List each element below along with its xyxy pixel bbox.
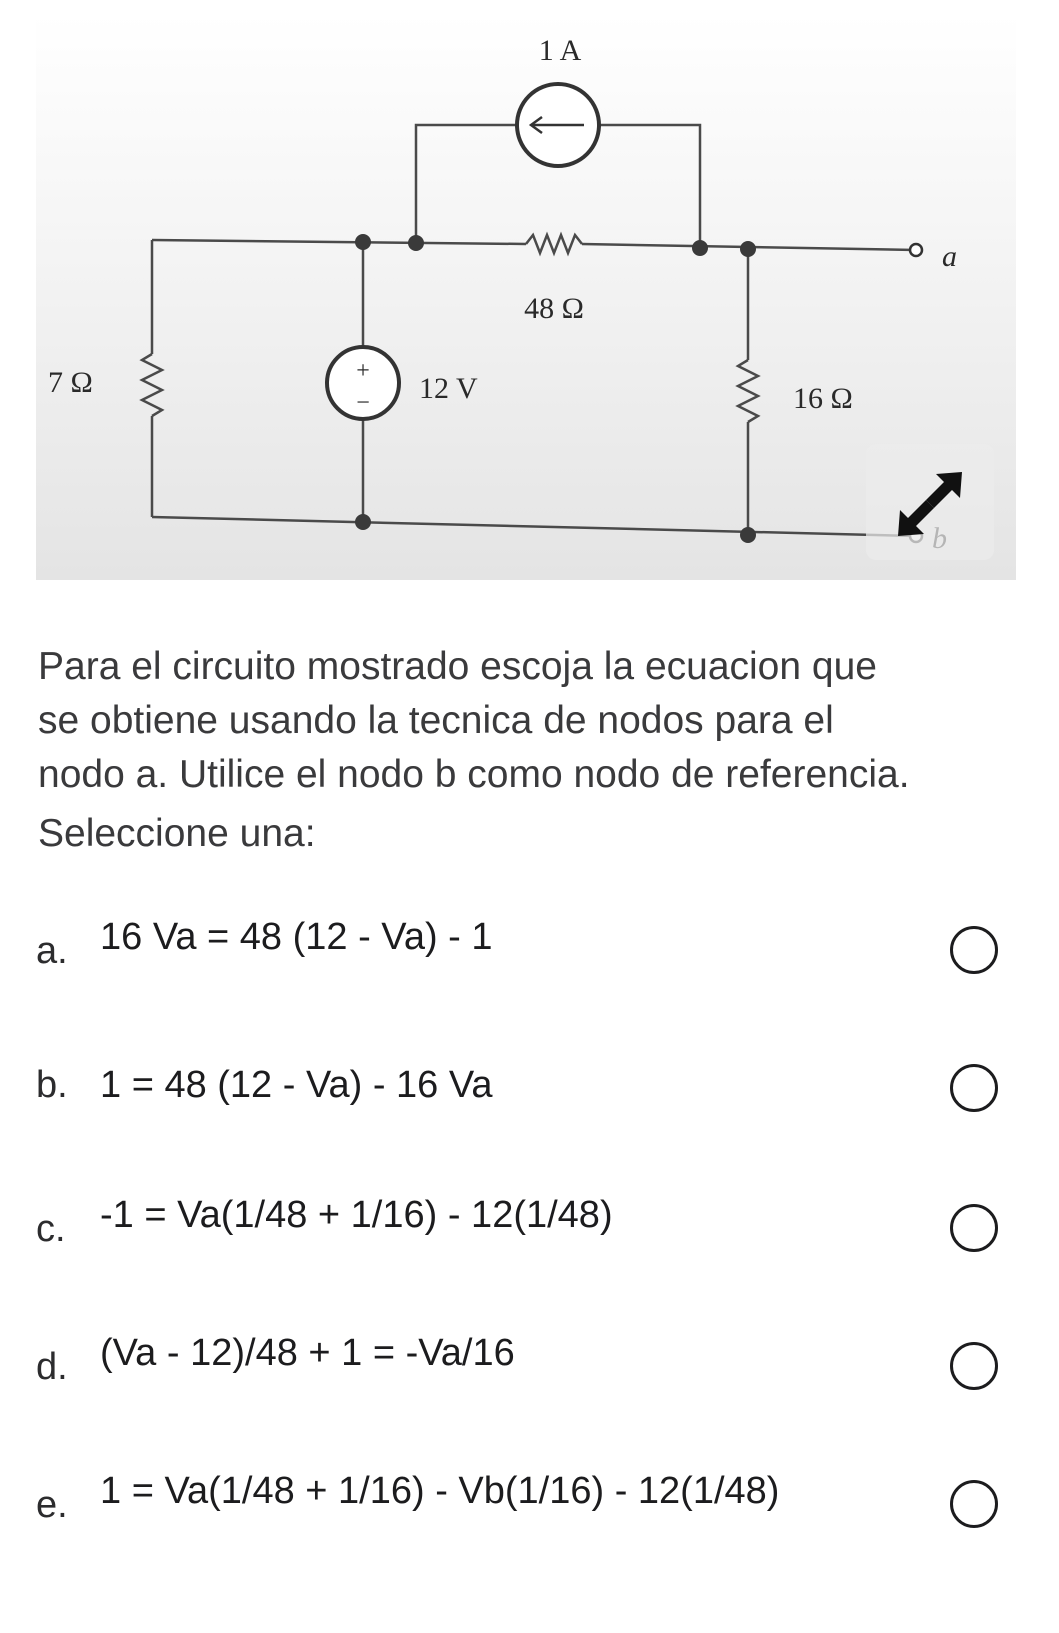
radio-c[interactable] bbox=[950, 1204, 998, 1252]
voltage-source-label: 12 V bbox=[419, 372, 478, 405]
option-text: -1 = Va(1/48 + 1/16) - 12(1/48) bbox=[100, 1194, 613, 1236]
option-text: 1 = Va(1/48 + 1/16) - Vb(1/16) - 12(1/48) bbox=[100, 1470, 780, 1512]
node-a-label: a bbox=[942, 240, 957, 273]
circuit-image bbox=[36, 14, 1016, 580]
option-letter: d. bbox=[36, 1346, 68, 1388]
option-text: (Va - 12)/48 + 1 = -Va/16 bbox=[100, 1332, 515, 1374]
plus-sign: + bbox=[356, 358, 370, 384]
question-line-3: nodo a. Utilice el nodo b como nodo de referencia. bbox=[38, 753, 910, 796]
question-text bbox=[38, 640, 1038, 802]
radio-e[interactable] bbox=[950, 1480, 998, 1528]
resistor-16-label: 16 Ω bbox=[793, 382, 853, 415]
option-text: 16 Va = 48 (12 - Va) - 1 bbox=[100, 916, 493, 958]
minus-sign: − bbox=[356, 390, 370, 416]
question-line-1: Para el circuito mostrado escoja la ecuacion que bbox=[38, 645, 877, 688]
option-letter: e. bbox=[36, 1484, 68, 1526]
option-d[interactable] bbox=[0, 1296, 1059, 1436]
option-a[interactable] bbox=[0, 880, 1059, 1020]
radio-b[interactable] bbox=[950, 1064, 998, 1112]
radio-d[interactable] bbox=[950, 1342, 998, 1390]
option-e[interactable] bbox=[0, 1434, 1059, 1574]
resistor-48-label: 48 Ω bbox=[524, 292, 584, 325]
option-text: 1 = 48 (12 - Va) - 16 Va bbox=[100, 1064, 493, 1106]
option-letter: c. bbox=[36, 1208, 66, 1250]
option-b[interactable] bbox=[0, 1020, 1059, 1160]
expand-image-button[interactable] bbox=[866, 444, 994, 560]
current-source-label: 1 A bbox=[538, 34, 582, 67]
expand-icon bbox=[866, 444, 994, 560]
option-c[interactable] bbox=[0, 1158, 1059, 1298]
question-line-2: se obtiene usando la tecnica de nodos para el bbox=[38, 699, 834, 742]
resistor-7-label: 7 Ω bbox=[48, 366, 93, 399]
option-letter: a. bbox=[36, 930, 68, 972]
radio-a[interactable] bbox=[950, 926, 998, 974]
select-prompt: Seleccione una: bbox=[38, 812, 316, 855]
option-letter: b. bbox=[36, 1064, 68, 1106]
